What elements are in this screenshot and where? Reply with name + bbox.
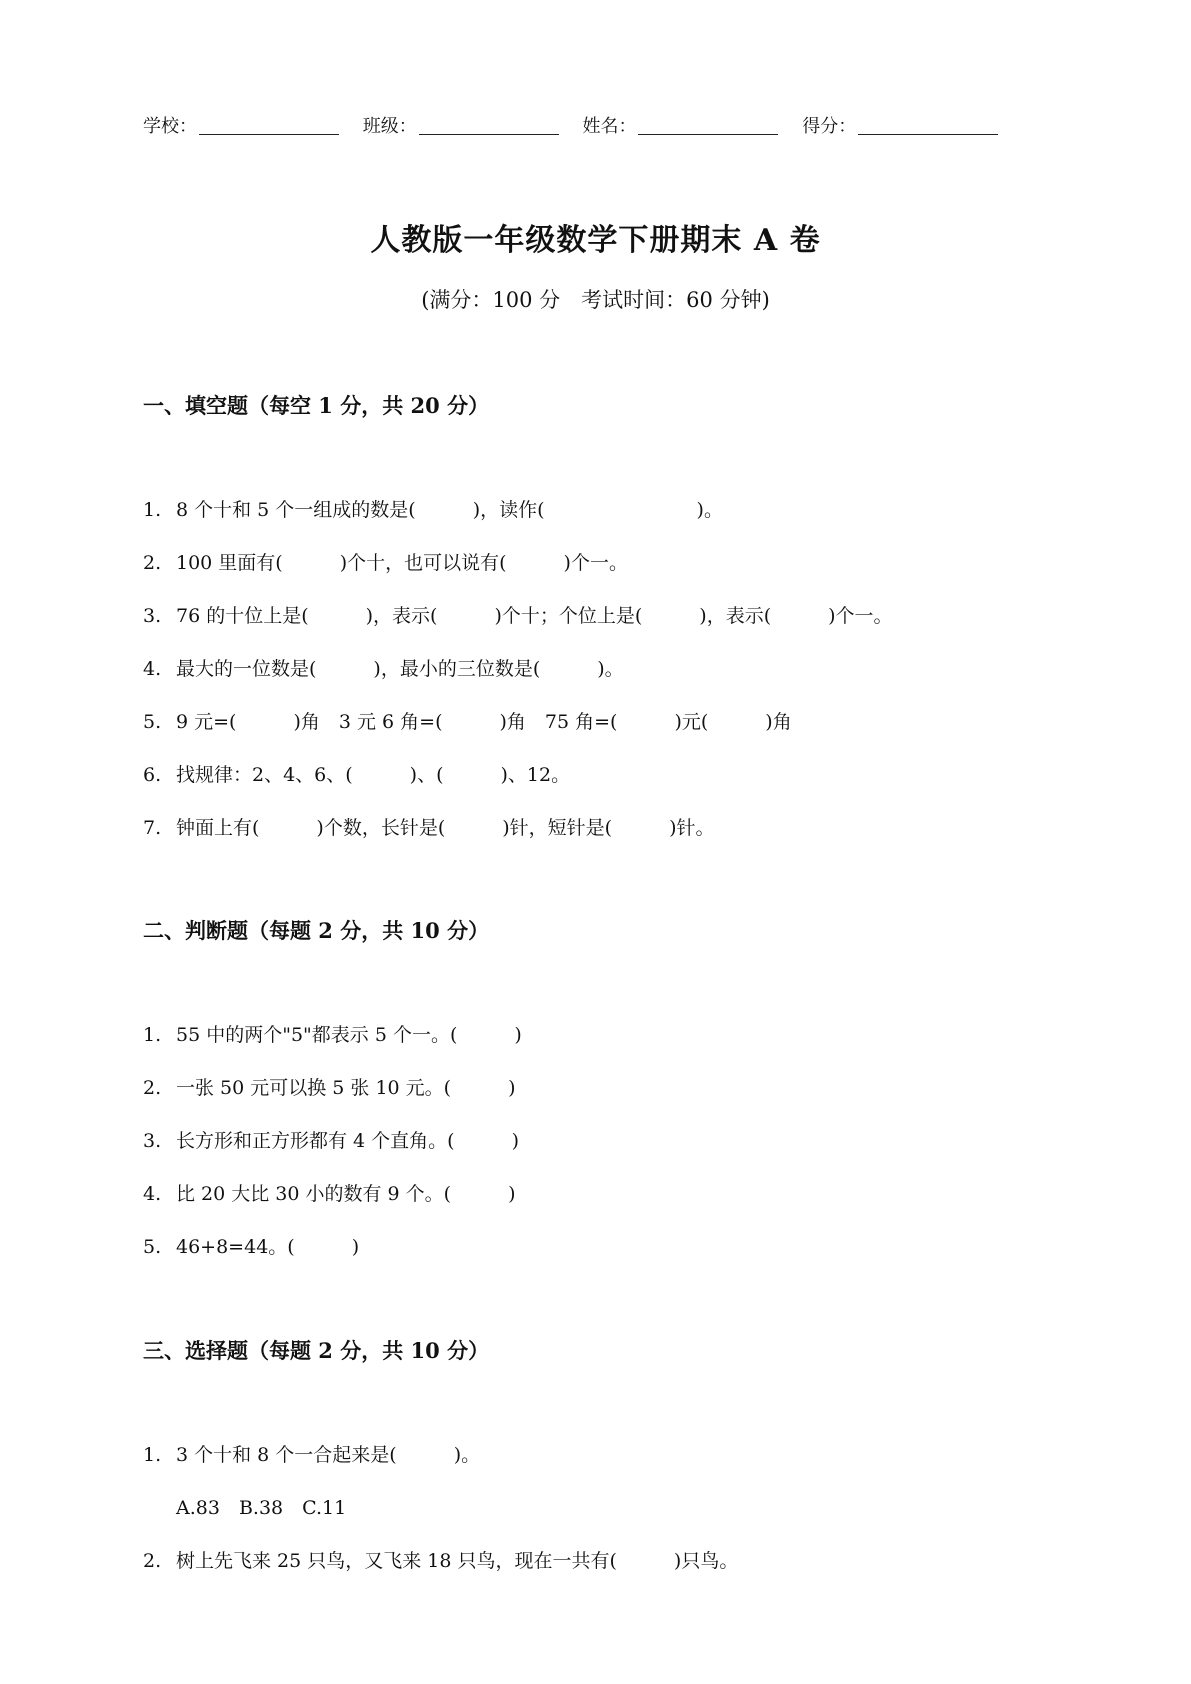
question-number: 3. [143, 605, 162, 627]
class-field [363, 112, 559, 138]
question-item [143, 813, 714, 840]
question-item [143, 1440, 480, 1467]
question-number: 3. [143, 1130, 162, 1152]
question-number: 4. [143, 1183, 162, 1205]
question-text: 55 中的两个"5"都表示 5 个一。( ) [176, 1024, 522, 1046]
question-item [143, 548, 628, 575]
question-item [143, 601, 893, 628]
question-number: 1. [143, 499, 162, 521]
student-info-row [143, 112, 1016, 138]
question-number: 2. [143, 1550, 162, 1572]
question-text: 最大的一位数是( )，最小的三位数是( )。 [176, 658, 624, 680]
question-item [143, 654, 624, 681]
question-number: 6. [143, 764, 162, 786]
section-heading-fill-blank: 一、填空题（每空 1 分，共 20 分） [143, 393, 490, 418]
question-number: 2. [143, 552, 162, 574]
question-text: 钟面上有( )个数，长针是( )针，短针是( )针。 [176, 817, 715, 839]
question-item [143, 1232, 359, 1259]
question-item [143, 1073, 516, 1100]
question-number: 4. [143, 658, 162, 680]
question-text: 长方形和正方形都有 4 个直角。( ) [176, 1130, 519, 1152]
question-item [143, 1126, 519, 1153]
school-field [143, 112, 339, 138]
question-item [143, 1179, 516, 1206]
page-title: 人教版一年级数学下册期末 A 卷 [370, 223, 821, 258]
name-label: 姓名： [582, 116, 637, 137]
score-field [802, 112, 998, 138]
question-item [143, 495, 723, 522]
score-blank[interactable] [858, 133, 998, 135]
question-item [143, 1546, 738, 1573]
question-text: 8 个十和 5 个一组成的数是( )，读作( )。 [176, 499, 723, 521]
school-label: 学校： [143, 116, 197, 137]
question-text: 9 元=( )角 3 元 6 角=( )角 75 角=( )元( )角 [176, 711, 792, 733]
class-label: 班级： [362, 116, 417, 137]
name-field [582, 112, 778, 138]
answer-options: A.83 B.38 C.11 [176, 1497, 347, 1519]
question-number: 7. [143, 817, 162, 839]
question-item [143, 760, 570, 787]
class-blank[interactable] [419, 133, 559, 135]
name-blank[interactable] [638, 133, 778, 135]
question-text: 100 里面有( )个十，也可以说有( )个一。 [176, 552, 628, 574]
question-number: 1. [143, 1024, 162, 1046]
question-number: 5. [143, 711, 162, 733]
question-number: 5. [143, 1236, 162, 1258]
score-label: 得分： [802, 116, 857, 137]
question-item [143, 1020, 522, 1047]
question-text: 76 的十位上是( )，表示( )个十；个位上是( )，表示( )个一。 [176, 605, 893, 627]
question-text: 3 个十和 8 个一合起来是( )。 [176, 1444, 481, 1466]
question-text: 一张 50 元可以换 5 张 10 元。( ) [176, 1077, 516, 1099]
question-item [143, 707, 792, 734]
question-text: 找规律：2、4、6、( )、( )、12。 [176, 764, 571, 786]
school-blank[interactable] [199, 133, 339, 135]
question-number: 2. [143, 1077, 162, 1099]
question-text: 树上先飞来 25 只鸟，又飞来 18 只鸟，现在一共有( )只鸟。 [176, 1550, 739, 1572]
page-subtitle: (满分：100 分 考试时间：60 分钟) [421, 288, 770, 312]
question-text: 46+8=44。( ) [176, 1236, 360, 1258]
question-number: 1. [143, 1444, 162, 1466]
section-heading-true-false: 二、判断题（每题 2 分，共 10 分） [143, 918, 490, 943]
section-heading-multiple-choice: 三、选择题（每题 2 分，共 10 分） [143, 1338, 490, 1363]
question-text: 比 20 大比 30 小的数有 9 个。( ) [176, 1183, 516, 1205]
